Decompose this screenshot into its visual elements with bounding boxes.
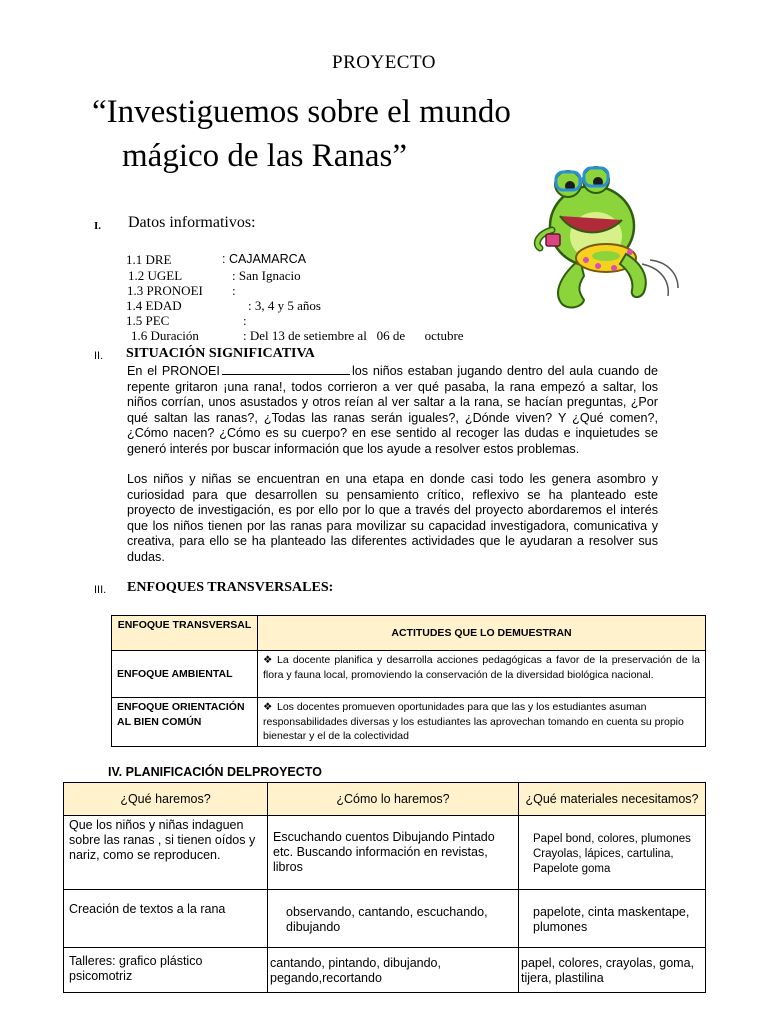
info-value-edad: : 3, 4 y 5 años bbox=[248, 298, 321, 313]
cell-materiales-1: Papel bond, colores, plumones Crayolas, lápices, cartulina, Papelote goma bbox=[519, 816, 706, 890]
table-row bbox=[112, 698, 706, 747]
cell-que-2: Creación de textos a la rana bbox=[64, 890, 268, 948]
paragraph-1-rest: los niños estaban jugando dentro del aula cuando de repente gritaron ¡una rana!, todos corrieron a ver qué pasaba, la rana empezó a saltar, los niños corrían, unos asustados y otros reían al ver saltar a la rana, se hacían preguntas, ¿Por qué saltan las ranas?, ¿Todas las ranas serán iguales?, ¿Dónde viven? Y ¿Qué comen?, ¿Cómo nacen? ¿Cómo es su cuerpo? en ese sentido al recoger las dudas e inquietudes se generó interés por buscar información que los ayude a resolver estos problemas. bbox=[127, 364, 658, 456]
row-text-ambiental bbox=[258, 651, 706, 698]
section-2-number: II. bbox=[94, 350, 104, 362]
table-row bbox=[64, 890, 706, 948]
info-label-pronoei: 1.3 PRONOEI bbox=[127, 283, 203, 298]
project-title-line-1: “Investiguemos sobre el mundo bbox=[92, 94, 511, 130]
row-text-bien-comun bbox=[258, 698, 706, 747]
cell-como-2: observando, cantando, escuchando, dibujando bbox=[268, 890, 519, 948]
info-label-ugel: 1.2 UGEL bbox=[128, 268, 183, 283]
row-label-ambiental: ENFOQUE AMBIENTAL bbox=[112, 651, 258, 698]
table-row bbox=[64, 948, 706, 993]
blank-line bbox=[222, 364, 350, 375]
info-value-duracion: : Del 13 de setiembre al 06 de octubre bbox=[243, 328, 464, 343]
section-1-number: I. bbox=[94, 220, 102, 232]
info-label-pec: 1.5 PEC bbox=[126, 313, 170, 328]
table-row bbox=[64, 816, 706, 890]
header-materiales: ¿Qué materiales necesitamos? bbox=[519, 783, 706, 816]
header-enfoque: ENFOQUE TRANSVERSAL bbox=[112, 616, 258, 651]
document-label: PROYECTO bbox=[332, 52, 436, 73]
header-como-haremos: ¿Cómo lo haremos? bbox=[268, 783, 519, 816]
section-1-title: Datos informativos: bbox=[128, 214, 256, 231]
transversal-approaches-table bbox=[111, 615, 706, 747]
situation-paragraph-2: Los niños y niñas se encuentran en una etapa en donde casi todo les genera asombro y curiosidad para que desarrollen su pensamiento crítico, reflexivo se ha planteado este proyecto de investigación, es por ello por lo que a través del proyecto abordaremos el interés que los niños tienen por las ranas para movilizar su capacidad investigadora, comunicativa y creativa, para ello se ha planteado las diferentes actividades que le ayudaran a resolver sus dudas. bbox=[127, 472, 658, 564]
section-4-title: IV. PLANIFICACIÓN DELPROYECTO bbox=[108, 765, 322, 779]
frog-illustration bbox=[522, 164, 694, 310]
section-3-number: III. bbox=[94, 584, 107, 596]
situation-paragraph-1 bbox=[127, 364, 658, 458]
header-que-haremos: ¿Qué haremos? bbox=[64, 783, 268, 816]
project-title-line-2: mágico de las Ranas” bbox=[122, 138, 407, 174]
info-value-pec: : bbox=[243, 313, 247, 328]
row-1-text: La docente planifica y desarrolla acciones pedagógicas a favor de la preservación de la flora y fauna local, promoviendo la conservación de la diversidad biológica nacional. bbox=[263, 654, 700, 681]
cell-como-1: Escuchando cuentos Dibujando Pintado etc. Buscando información en revistas, libros bbox=[268, 816, 519, 890]
paragraph-1-start: En el PRONOEI bbox=[127, 364, 220, 378]
section-2-title: SITUACIÓN SIGNIFICATIVA bbox=[126, 346, 315, 361]
header-actitudes: ACTITUDES QUE LO DEMUESTRAN bbox=[258, 616, 706, 651]
info-value-pronoei: : bbox=[232, 283, 236, 298]
info-value-dre: : CAJAMARCA bbox=[222, 252, 307, 266]
diamond-bullet-icon: ❖ bbox=[263, 654, 273, 666]
info-label-dre: 1.1 DRE bbox=[126, 252, 172, 267]
info-label-duracion: 1.6 Duración bbox=[131, 328, 199, 343]
cell-que-3: Talleres: grafico plástico psicomotriz bbox=[64, 948, 268, 993]
cell-materiales-3: papel, colores, crayolas, goma, tijera, plastilina bbox=[519, 948, 706, 993]
row-2-text: Los docentes promueven oportunidades para que las y los estudiantes asuman responsabilidades diversas y los estudiantes las aprovechan tomando en cuenta su propio bienestar y el de la colectividad bbox=[263, 701, 684, 742]
planning-table bbox=[63, 782, 706, 993]
cell-como-3: cantando, pintando, dibujando, pegando,recortando bbox=[268, 948, 519, 993]
section-3-title: ENFOQUES TRANSVERSALES: bbox=[127, 580, 334, 595]
table-header-row bbox=[112, 616, 706, 651]
table-header-row bbox=[64, 783, 706, 816]
diamond-bullet-icon: ❖ bbox=[263, 701, 273, 713]
table-row bbox=[112, 651, 706, 698]
info-label-edad: 1.4 EDAD bbox=[126, 298, 182, 313]
cell-que-1: Que los niños y niñas indaguen sobre las ranas , si tienen oídos y nariz, como se reproducen. bbox=[64, 816, 268, 890]
info-value-ugel: : San Ignacio bbox=[232, 268, 301, 283]
row-label-bien-comun: ENFOQUE ORIENTACIÓN AL BIEN COMÚN bbox=[112, 698, 258, 747]
cell-materiales-2: papelote, cinta maskentape, plumones bbox=[519, 890, 706, 948]
